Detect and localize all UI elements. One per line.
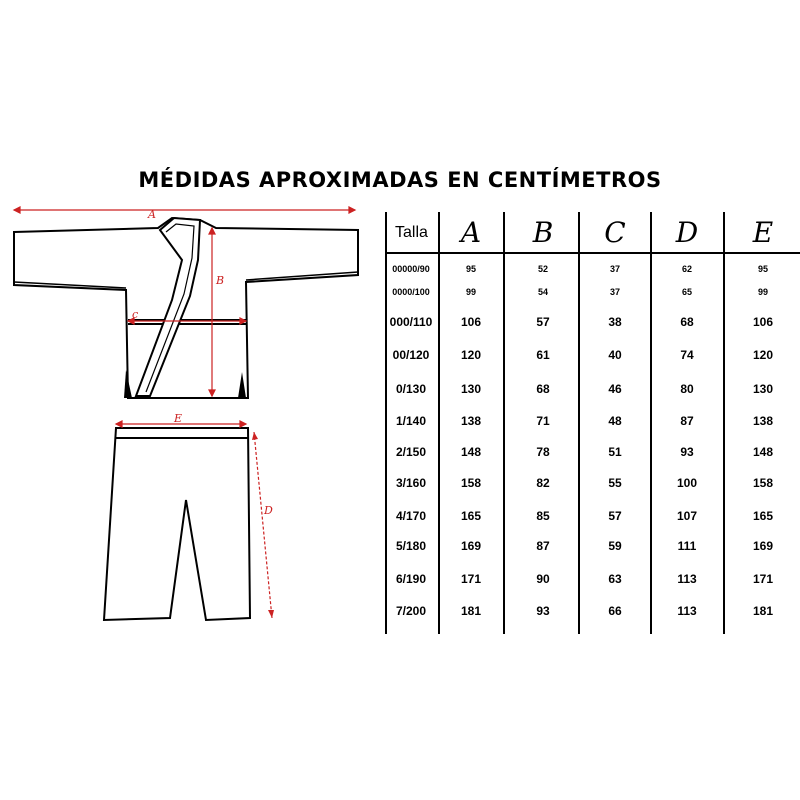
table-divider (438, 212, 440, 634)
table-cell-value: 138 (752, 414, 774, 428)
table-cell-value: 55 (608, 476, 622, 490)
table-cell-value: 120 (752, 348, 774, 362)
table-cell-size: 1/140 (395, 414, 427, 428)
table-cell-value: 57 (536, 315, 550, 329)
table-cell-value: 87 (536, 539, 550, 553)
table-cell-value: 87 (680, 414, 694, 428)
table-divider (578, 212, 580, 634)
table-cell-value: 68 (536, 382, 550, 396)
table-cell-value: 111 (677, 539, 697, 553)
table-cell-size: 2/150 (395, 445, 427, 459)
table-cell-value: 74 (680, 348, 694, 362)
header-c: C (604, 216, 626, 249)
table-cell-size: 00/120 (392, 348, 430, 362)
table-cell-value: 120 (460, 348, 482, 362)
table-cell-value: 65 (681, 287, 693, 297)
table-cell-value: 62 (681, 264, 693, 274)
table-cell-value: 165 (752, 509, 774, 523)
label-a: A (148, 208, 156, 221)
table-cell-value: 130 (752, 382, 774, 396)
label-d: D (264, 504, 273, 517)
table-cell-value: 38 (608, 315, 622, 329)
header-e: E (752, 216, 774, 249)
table-cell-size: 000/110 (389, 315, 433, 329)
table-cell-value: 71 (536, 414, 550, 428)
header-talla: Talla (395, 224, 428, 241)
header-a: A (460, 216, 482, 249)
table-cell-value: 48 (608, 414, 622, 428)
table-header-rule (385, 252, 800, 254)
table-cell-value: 130 (460, 382, 482, 396)
table-cell-value: 78 (536, 445, 550, 459)
table-cell-size: 5/180 (395, 539, 427, 553)
table-cell-value: 90 (536, 572, 550, 586)
table-cell-value: 148 (460, 445, 482, 459)
table-cell-size: 3/160 (395, 476, 427, 490)
table-cell-value: 37 (609, 264, 621, 274)
table-cell-value: 158 (752, 476, 774, 490)
table-cell-size: 7/200 (395, 604, 427, 618)
table-cell-value: 80 (680, 382, 694, 396)
table-cell-value: 95 (757, 264, 769, 274)
table-cell-value: 61 (536, 348, 550, 362)
table-cell-value: 158 (460, 476, 482, 490)
table-cell-value: 40 (608, 348, 622, 362)
table-cell-value: 59 (608, 539, 622, 553)
measure-d (254, 432, 272, 618)
header-d: D (675, 216, 699, 249)
page-title: MÉDIDAS APROXIMADAS EN CENTÍMETROS (138, 168, 662, 192)
table-cell-size: 0/130 (395, 382, 427, 396)
table-cell-value: 113 (677, 572, 697, 586)
table-cell-value: 37 (609, 287, 621, 297)
table-cell-value: 113 (677, 604, 697, 618)
label-c: c (132, 308, 139, 321)
table-cell-value: 107 (676, 509, 698, 523)
measure-a (14, 207, 355, 213)
table-cell-value: 68 (680, 315, 694, 329)
table-cell-value: 171 (460, 572, 482, 586)
table-cell-value: 165 (460, 509, 482, 523)
table-cell-size: 00000/90 (392, 264, 430, 274)
table-cell-value: 46 (608, 382, 622, 396)
table-divider (503, 212, 505, 634)
gi-illustration (0, 200, 380, 640)
table-cell-value: 95 (465, 264, 477, 274)
table-cell-value: 100 (676, 476, 698, 490)
table-cell-value: 85 (536, 509, 550, 523)
table-cell-value: 51 (608, 445, 622, 459)
table-cell-value: 57 (608, 509, 622, 523)
table-cell-value: 82 (536, 476, 550, 490)
table-cell-value: 181 (460, 604, 482, 618)
size-table (385, 212, 800, 634)
table-cell-value: 106 (460, 315, 482, 329)
table-cell-size: 6/190 (395, 572, 427, 586)
table-cell-value: 169 (460, 539, 482, 553)
gi-diagram (0, 200, 380, 640)
table-cell-value: 171 (752, 572, 774, 586)
table-cell-value: 148 (752, 445, 774, 459)
table-cell-value: 63 (608, 572, 622, 586)
table-cell-size: 0000/100 (392, 287, 430, 297)
table-cell-value: 99 (465, 287, 477, 297)
trousers-outline (104, 428, 250, 620)
table-cell-size: 4/170 (395, 509, 427, 523)
table-cell-value: 52 (537, 264, 549, 274)
table-divider (723, 212, 725, 634)
table-cell-value: 138 (460, 414, 482, 428)
header-b: B (532, 216, 554, 249)
table-border-left (385, 212, 387, 634)
label-e: E (174, 412, 183, 425)
table-cell-value: 106 (752, 315, 774, 329)
table-divider (650, 212, 652, 634)
table-cell-value: 93 (536, 604, 550, 618)
table-cell-value: 66 (608, 604, 622, 618)
label-b: B (216, 274, 225, 287)
table-cell-value: 181 (752, 604, 774, 618)
table-cell-value: 54 (537, 287, 549, 297)
table-cell-value: 169 (752, 539, 774, 553)
table-cell-value: 93 (680, 445, 694, 459)
table-cell-value: 99 (757, 287, 769, 297)
